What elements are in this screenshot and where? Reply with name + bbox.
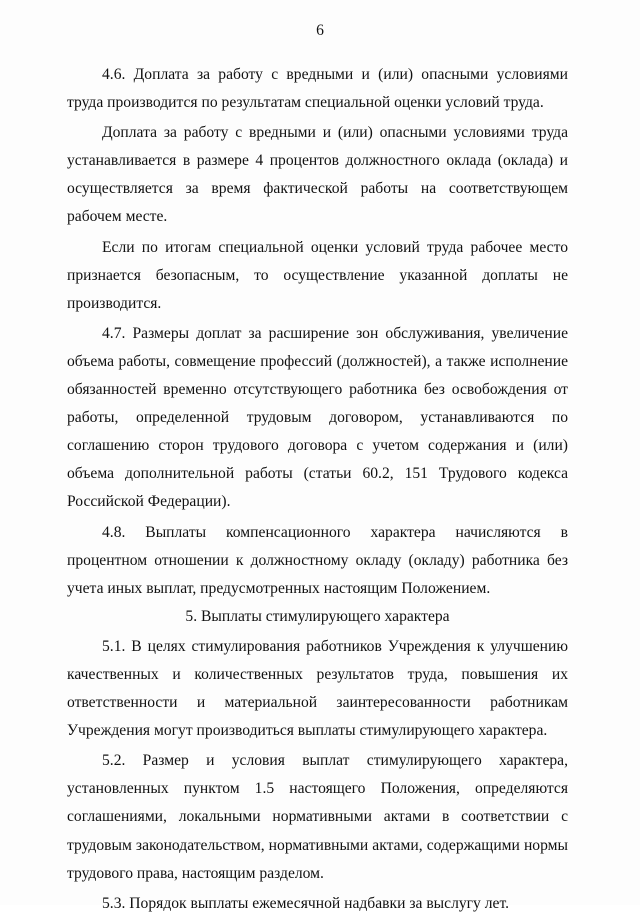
- paragraph-4-6: 4.6. Доплата за работу с вредными и (или) опасными условиями труда производится по результатам специальной оценки условий труда.: [67, 66, 568, 112]
- paragraph-5-3: 5.3. Порядок выплаты ежемесячной надбавки за выслугу лет.: [102, 894, 509, 912]
- page-number: 6: [316, 22, 324, 39]
- paragraph-4-6-rate: Доплата за работу с вредными и (или) опасными условиями труда устанавливается в размере 4 процентов должностного оклада (оклада) и осуществляется за время фактической работы на соответствующем рабочем месте.: [67, 124, 568, 226]
- paragraph-4-7: 4.7. Размеры доплат за расширение зон обслуживания, увеличение объема работы, совмещение профессий (должностей), а также исполнение обязанностей временно отсутствующего работника без освобождения от работы, определенной трудовым договором, устанавливаются по соглашению сторон трудового договора с учетом содержания и (или) объема дополнительной работы (статьи 60.2, 151 Трудового кодекса Российской Федерации).: [67, 324, 568, 511]
- paragraph-5-1: 5.1. В целях стимулирования работников Учреждения к улучшению качественных и количественных результатов труда, повышения их ответственности и материальной заинтересованности работникам Учреждения могут производиться выплаты стимулирующего характера.: [67, 637, 568, 740]
- paragraph-5-2: 5.2. Размер и условия выплат стимулирующего характера, установленных пунктом 1.5 настоящего Положения, определяются соглашениями, локальными нормативными актами в соответствии с трудовым законодательством, нормативными актами, содержащими нормы трудового права, настоящим разделом.: [67, 752, 568, 882]
- document-body: [67, 61, 568, 918]
- paragraph-4-6-safe-workplace: Если по итогам специальной оценки условий труда рабочее место признается безопасным, то осуществление указанной доплаты не производится.: [67, 238, 568, 312]
- section-5-heading: 5. Выплаты стимулирующего характера: [185, 607, 450, 625]
- paragraph-4-8: 4.8. Выплаты компенсационного характера начисляются в процентном отношении к должностному окладу (окладу) работника без учета иных выплат, предусмотренных настоящим Положением.: [67, 523, 568, 597]
